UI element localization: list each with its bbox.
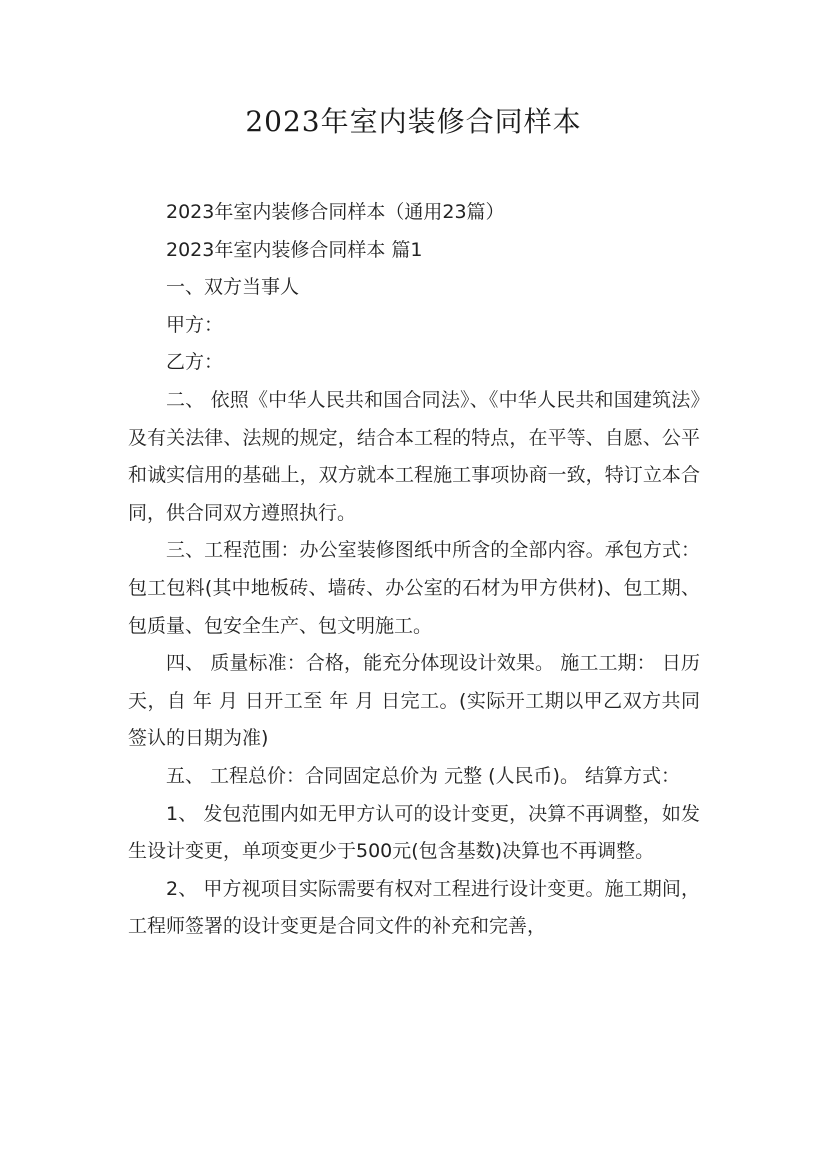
- paragraph-subtitle: 2023年室内装修合同样本（通用23篇）: [166, 201, 505, 223]
- paragraph-party-a: 甲方：: [166, 313, 224, 336]
- paragraph-price: 五、 工程总价：合同固定总价为 元整 (人民币)。 结算方式：: [166, 764, 680, 787]
- paragraph-quality: 四、 质量标准：合格，能充分体现设计效果。 施工工期： 日历天，自 年 月 日开工至 年 月 日完工。(实际开工期以甲乙双方共同签认的日期为准): [128, 652, 700, 750]
- document-title: 2023年室内装修合同样本: [245, 105, 582, 138]
- paragraph-section-heading: 2023年室内装修合同样本 篇1: [166, 238, 423, 261]
- paragraph-settlement-1: 1、 发包范围内如无甲方认可的设计变更，决算不再调整，如发生设计变更，单项变更少于500元(包含基数)决算也不再调整。: [128, 802, 700, 863]
- paragraph-legal-basis: 二、 依照《中华人民共和国合同法》、《中华人民共和国建筑法》及有关法律、法规的规定，结合本工程的特点，在平等、自愿、公平和诚实信用的基础上，双方就本工程施工事项协商一致，特订立本合同，供合同双方遵照执行。: [128, 388, 700, 524]
- document-body: [128, 194, 700, 946]
- paragraph-scope: 三、工程范围：办公室装修图纸中所含的全部内容。承包方式：包工包料(其中地板砖、墙砖、办公室的石材为甲方供材)、包工期、包质量、包安全生产、包文明施工。: [128, 539, 700, 637]
- paragraph-parties-heading: 一、双方当事人: [166, 276, 300, 299]
- paragraph-settlement-2: 2、 甲方视项目实际需要有权对工程进行设计变更。施工期间，工程师签署的设计变更是合同文件的补充和完善，: [128, 877, 700, 938]
- paragraph-party-b: 乙方：: [166, 351, 224, 374]
